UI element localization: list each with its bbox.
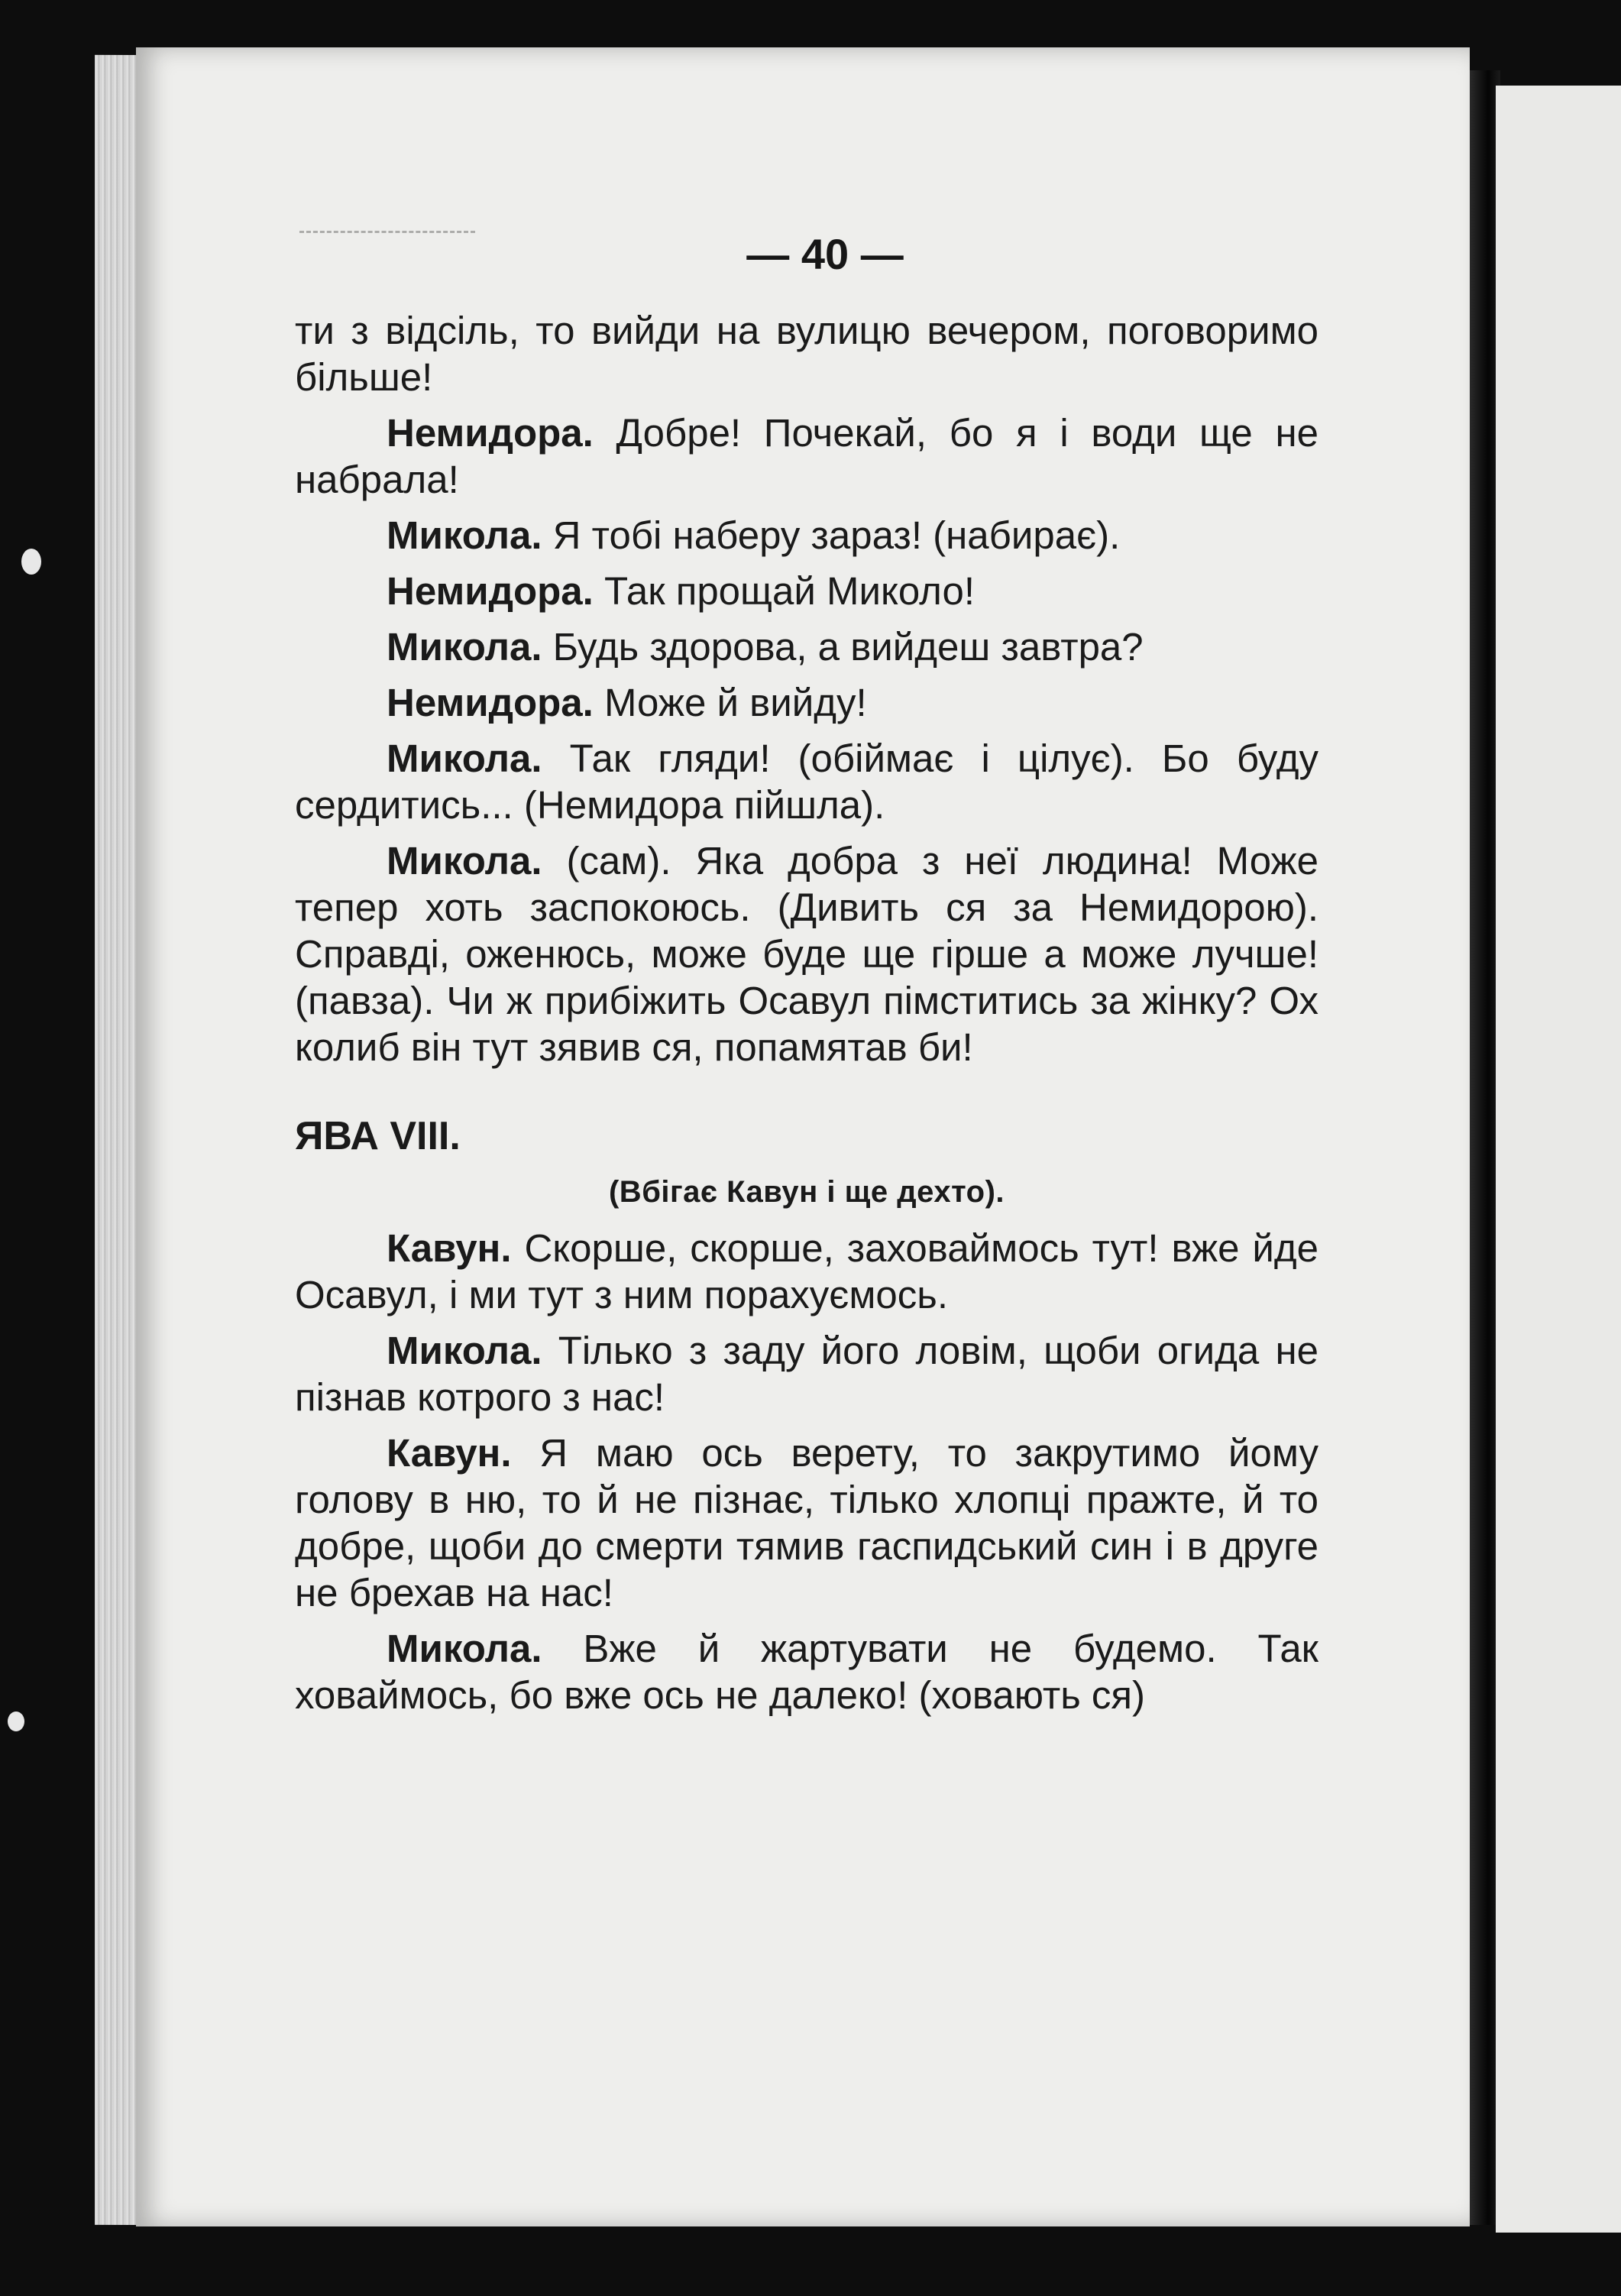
dialogue-line	[295, 1327, 1318, 1420]
dialogue-line	[295, 307, 1318, 400]
dust-speck	[21, 549, 41, 575]
dialogue-line	[295, 568, 1318, 614]
dialogue-text: Так прощай Миколо!	[593, 569, 975, 613]
dialogue-line	[295, 679, 1318, 726]
dialogue-text: Скорше, скорше, заховаймось тут! вже йде Осавул, і ми тут з ним порахуємось.	[295, 1226, 1318, 1316]
dialogue-line	[295, 623, 1318, 670]
dialogue-text: Тілько з заду його ловім, щоби огида не пізнав котрого з нас!	[295, 1329, 1318, 1419]
speaker-name: Немидора.	[387, 569, 594, 613]
speaker-name: Микола.	[387, 513, 542, 557]
dialogue-line	[295, 1225, 1318, 1318]
speaker-name: Микола.	[387, 1329, 542, 1372]
dialogue-line	[295, 1625, 1318, 1718]
scene-title: ЯВА VIII.	[295, 1114, 461, 1158]
dialogue-text: Я маю ось верету, то закрутимо йому голову в ню, то й не пізнає, тілько хлопці пражте, й то добре, щоби до смерти тямив гаспидський син і в друге не брехав на нас!	[295, 1431, 1318, 1614]
dialogue-text: Будь здорова, а вийдеш завтра?	[542, 625, 1144, 669]
stage-direction: (Вбігає Кавун і ще дехто).	[608, 1175, 1005, 1209]
dialogue-text: Може й вийду!	[593, 681, 867, 724]
dialogue-line	[295, 735, 1318, 828]
dialogue-text: Я тобі наберу зараз! (набирає).	[542, 513, 1121, 557]
speaker-name: Кавун.	[387, 1226, 512, 1270]
dialogue-line	[295, 512, 1318, 559]
page-number: — 40 —	[746, 230, 904, 278]
speaker-name: Немидора.	[387, 681, 594, 724]
speaker-name: Микола.	[387, 625, 542, 669]
dialogue-text: (сам). Яка добра з неї людина! Може тепер хоть заспокоюсь. (Дивить ся за Немидорою). Справді, оженюсь, може буде ще гірше а може лучше! (павза). Чи ж прибіжить Осавул пімститись за жінку? Ох колиб він тут зявив ся, попамятав би!	[295, 839, 1318, 1069]
dialogue-text: ти з відсіль, то вийди на вулицю вечером, поговоримо більше!	[295, 309, 1318, 399]
header-rule	[299, 231, 475, 233]
speaker-name: Микола.	[387, 737, 542, 780]
dialogue-text: Добре! Почекай, бо я і води ще не набрала!	[295, 411, 1318, 501]
speaker-name: Микола.	[387, 1627, 542, 1670]
facing-page	[1496, 86, 1621, 2233]
dialogue-line	[295, 837, 1318, 1070]
speaker-name: Немидора.	[387, 411, 594, 455]
dialogue-text: Так гляди! (обіймає і цілує). Бо буду сердитись... (Немидора пійшла).	[295, 737, 1318, 827]
speaker-name: Кавун.	[387, 1431, 512, 1475]
speaker-name: Микола.	[387, 839, 542, 882]
dialogue-line	[295, 1430, 1318, 1616]
dust-speck	[8, 1711, 24, 1731]
page-body	[295, 307, 1318, 1718]
dialogue-text: Вже й жартувати не будемо. Так ховаймось, бо вже ось не далеко! (ховають ся)	[295, 1627, 1318, 1717]
dialogue-line	[295, 410, 1318, 503]
